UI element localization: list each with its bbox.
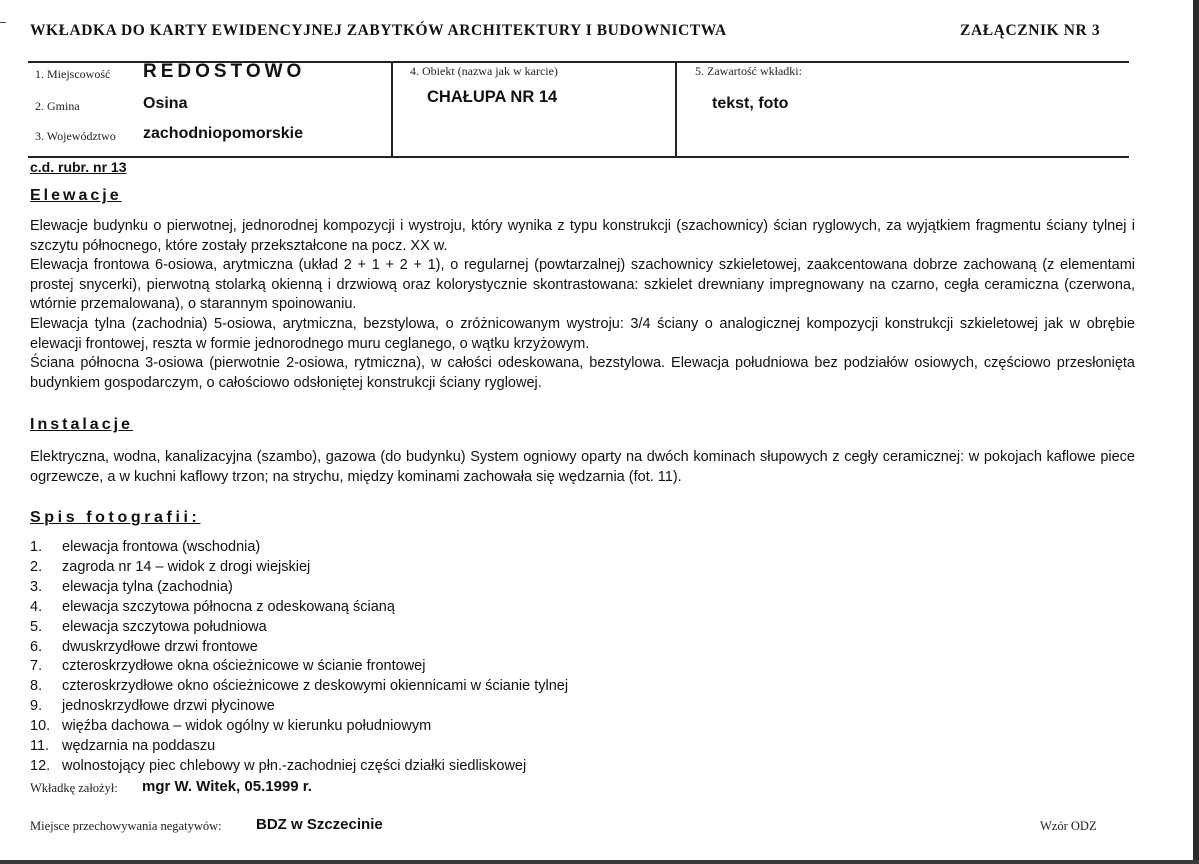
photo-caption: czteroskrzydłowe okna ościeżnicowe w ścianie frontowej [62,658,426,675]
locality-value: REDOSTOWO [143,61,306,82]
photo-number: 11. [30,738,50,755]
contents-label: 5. Zawartość wkładki: [695,64,802,78]
list-item [30,578,930,598]
annex-label: ZAŁĄCZNIK NR 3 [960,22,1101,39]
photo-caption: elewacja szczytowa północna z odeskowaną ścianą [62,598,395,615]
list-item [30,737,930,757]
list-item [30,618,930,638]
author-value: mgr W. Witek, 05.1999 r. [142,778,312,795]
object-value: CHAŁUPA NR 14 [427,88,558,106]
photo-caption: więźba dachowa – widok ogólny w kierunku południowym [62,718,432,735]
list-item [30,638,930,658]
photo-number: 12. [30,757,51,774]
list-item [30,598,930,618]
list-item [30,757,930,777]
elevations-paragraph: Elewacje budynku o pierwotnej, jednorodnej kompozycji i wystroju, który wynika z typu konstrukcji (szachownicy) ścian ryglowych, za wyjątkiem fragmentu ściany tylnej i szczytu północnego, które zostały przekształcone na pocz. XX w. [30,218,1135,254]
photo-number: 4. [30,598,43,615]
installations-paragraph: Elektryczna, wodna, kanalizacyjna (szambo), gazowa (do budynku) System ogniowy oparty na dwóch kominach słupowych z cegły ceramicznej: w pokojach kaflowe piece ogrzewcze, a w kuchni kaflowy trzon; na strychu, między kominami zachowała się wędzarnia (fot. 11). [30,449,1135,485]
table-bottom-line [28,156,1129,158]
list-item [30,677,930,697]
list-item [30,558,930,578]
author-label: Wkładkę założył: [30,781,118,795]
photo-caption: elewacja szczytowa południowa [62,618,267,635]
photo-caption: wędzarnia na poddaszu [62,738,216,755]
scan-edge-right [1193,0,1199,864]
municipality-value: Osina [143,95,188,112]
object-label: 4. Obiekt (nazwa jak w karcie) [410,64,558,78]
photo-caption: zagroda nr 14 – widok z drogi wiejskiej [62,558,311,575]
list-item [30,657,930,677]
photo-list [30,538,930,777]
photo-number: 1. [30,539,43,555]
voivodeship-value: zachodniopomorskie [143,125,304,142]
photo-caption: elewacja tylna (zachodnia) [62,578,233,595]
scan-mark [0,22,6,23]
elevations-text [30,217,1135,393]
installations-heading: Instalacje [30,416,133,433]
locality-label: 1. Miejscowość [35,67,111,81]
list-item [30,717,930,737]
photo-number: 5. [30,618,43,635]
photo-number: 9. [30,698,43,715]
scan-edge-bottom [0,860,1199,864]
elevations-paragraph: Ściana północna 3-osiowa (pierwotnie 2-osiowa, rytmiczna), w całości odeskowana, bezstylowa. Elewacja południowa bez podziałów osiowych, częściowo przesłonięta budynkiem gospodarczym, o całościowo odsłoniętej konstrukcji ściany ryglowej. [30,355,1135,391]
photo-caption: jednoskrzydłowe drzwi płycinowe [62,698,275,715]
photo-number: 10. [30,718,51,735]
list-item [30,697,930,717]
municipality-label: 2. Gmina [35,99,80,113]
table-divider-1 [391,61,393,157]
document-title: WKŁADKA DO KARTY EWIDENCYJNEJ ZABYTKÓW ARCHITEKTURY I BUDOWNICTWA [30,22,727,39]
photo-caption: czteroskrzydłowe okno ościeżnicowe z deskowymi okiennicami w ścianie tylnej [62,678,569,695]
table-divider-2 [675,61,677,157]
photo-number: 6. [30,638,43,655]
contents-value: tekst, foto [712,95,789,112]
list-item [30,538,930,558]
photo-number: 3. [30,578,43,595]
storage-value: BDZ w Szczecinie [256,816,383,833]
photo-number: 2. [30,558,43,575]
installations-text [30,448,1135,487]
storage-label: Miejsce przechowywania negatywów: [30,819,222,833]
photo-caption: dwuskrzydłowe drzwi frontowe [62,638,258,655]
photo-caption: elewacja frontowa (wschodnia) [62,539,261,555]
photo-number: 7. [30,658,43,675]
photos-heading: Spis fotografii: [30,509,201,526]
continuation-note: c.d. rubr. nr 13 [30,159,127,175]
template-label: Wzór ODZ [1040,819,1097,833]
elevations-paragraph: Elewacja frontowa 6-osiowa, arytmiczna (układ 2 + 1 + 2 + 1), o regularnej (powtarzalnej) szachownicy szkieletowej, zaakcentowana dobrze zachowaną (z elementami prostej snycerki), pierwotną stolarką okienną i drzwiową oraz kolorystycznie skontrastowana: szkielet drewniany impregnowany na czarno, cegła ceramiczna (czerwona, wtórnie przemalowana), o starannym spoinowaniu. [30,257,1135,313]
elevations-paragraph: Elewacja tylna (zachodnia) 5-osiowa, arytmiczna, bezstylowa, o zróżnicowanym wystroju: 3/4 ściany o analogicznej kompozycji konstrukcji szkieletowej jak w obrębie elewacji frontowej, reszta w formie jednorodnego muru ceglanego, o wątku krzyżowym. [30,315,1135,352]
photo-number: 8. [30,678,43,695]
voivodeship-label: 3. Województwo [35,129,116,143]
photo-caption: wolnostojący piec chlebowy w płn.-zachodniej części działki siedliskowej [62,757,527,774]
elevations-heading: Elewacje [30,187,122,204]
